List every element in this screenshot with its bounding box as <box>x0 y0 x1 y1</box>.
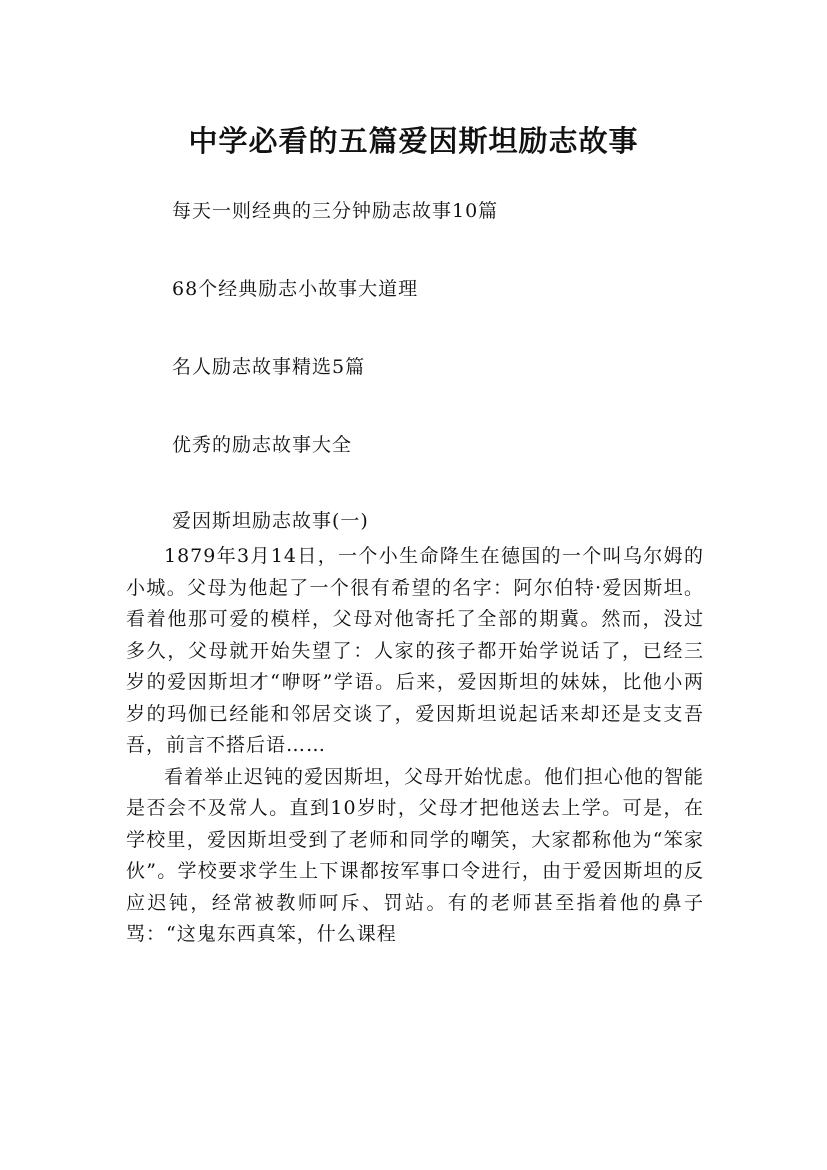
article-body <box>126 541 704 951</box>
related-article-link[interactable]: 68个经典励志小故事大道理 <box>172 278 419 300</box>
related-article-link[interactable]: 名人励志故事精选5篇 <box>172 356 366 378</box>
related-article-link[interactable]: 每天一则经典的三分钟励志故事10篇 <box>172 200 499 222</box>
section-heading: 爱因斯坦励志故事(一) <box>172 510 369 532</box>
related-articles-list <box>172 196 732 508</box>
related-article-link[interactable]: 优秀的励志故事大全 <box>172 434 353 456</box>
document-title: 中学必看的五篇爱因斯坦励志故事 <box>188 124 639 159</box>
body-paragraph: 1879年3月14日，一个小生命降生在德国的一个叫乌尔姆的小城。父母为他起了一个很有希望的名字：阿尔伯特·爱因斯坦。看着他那可爱的模样，父母对他寄托了全部的期冀。然而，没过多久，父母就开始失望了：人家的孩子都开始学说话了，已经三岁的爱因斯坦才“咿呀”学语。后来，爱因斯坦的妹妹，比他小两岁的玛伽已经能和邻居交谈了，爱因斯坦说起话来却还是支支吾吾，前言不搭后语…… <box>126 545 704 756</box>
body-paragraph: 看着举止迟钝的爱因斯坦，父母开始忧虑。他们担心他的智能是否会不及常人。直到10岁时，父母才把他送去上学。可是，在学校里，爱因斯坦受到了老师和同学的嘲笑，大家都称他为“笨家伙”。学校要求学生上下课都按军事口令进行，由于爱因斯坦的反应迟钝，经常被教师呵斥、罚站。有的老师甚至指着他的鼻子骂：“这鬼东西真笨，什么课程 <box>126 765 705 945</box>
